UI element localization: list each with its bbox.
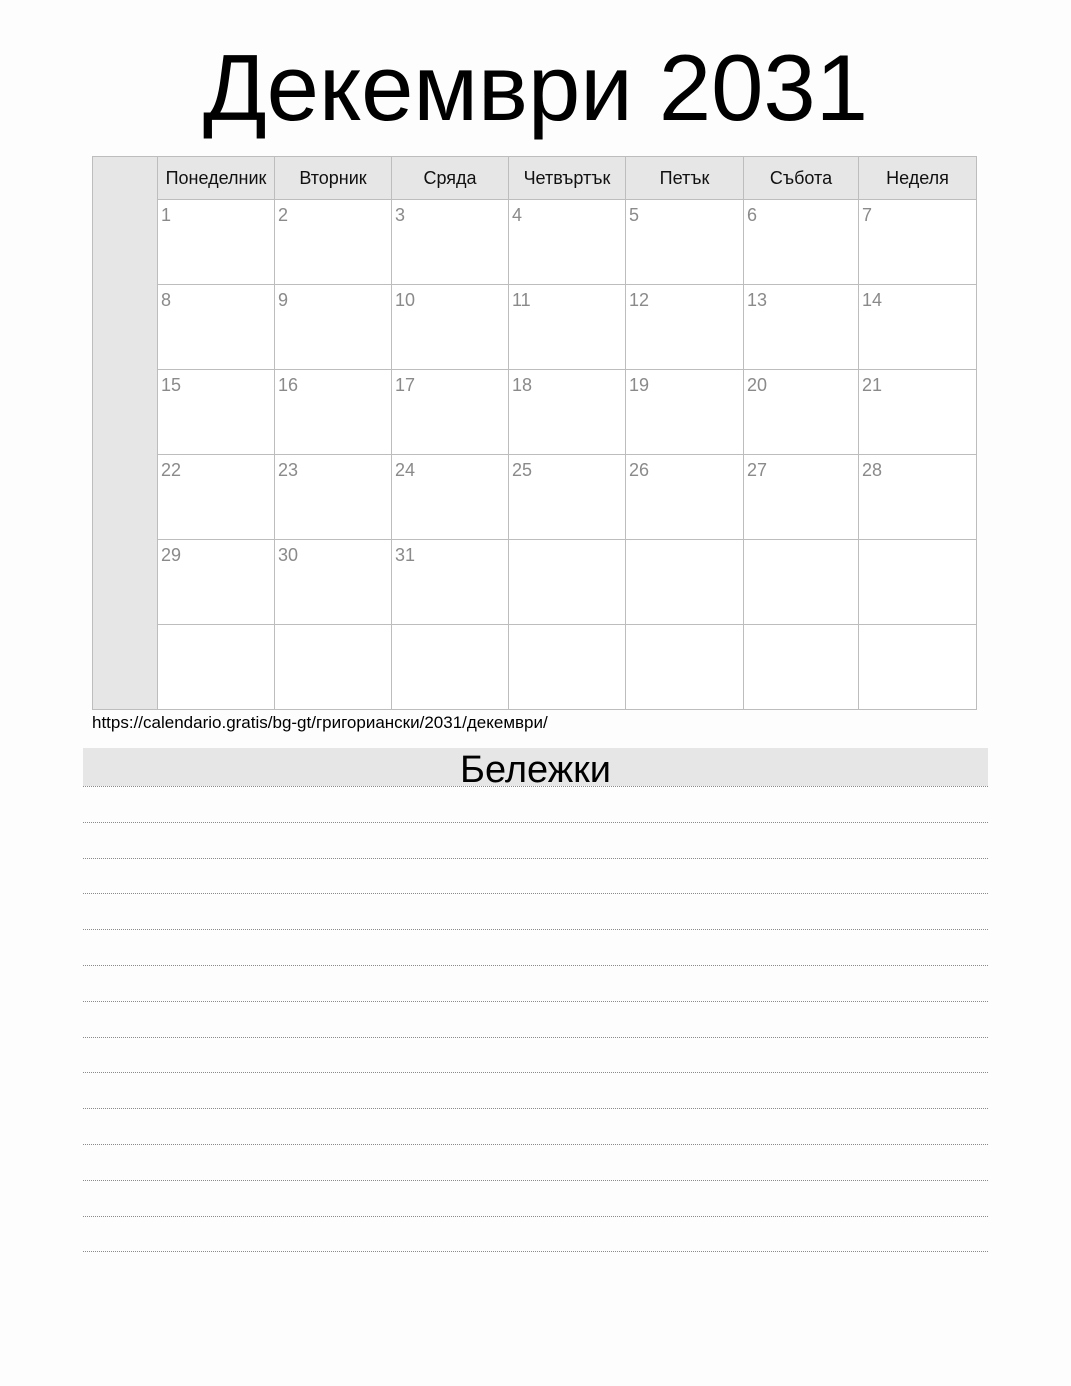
- day-cell[interactable]: [509, 200, 626, 284]
- day-cell[interactable]: [859, 455, 976, 539]
- weekday-header-cell: Понеделник: [158, 157, 275, 199]
- day-number: 4: [512, 205, 523, 225]
- day-number: 16: [278, 375, 299, 395]
- note-line: [83, 1251, 988, 1252]
- day-number: 22: [161, 460, 182, 480]
- day-cell[interactable]: [275, 455, 392, 539]
- day-cell[interactable]: [859, 200, 976, 284]
- week-row: [158, 455, 976, 540]
- note-line: [83, 822, 988, 823]
- day-cell[interactable]: [158, 285, 275, 369]
- note-line: [83, 929, 988, 930]
- weekday-header-cell: Четвъртък: [509, 157, 626, 199]
- day-cell[interactable]: [626, 540, 744, 624]
- day-cell[interactable]: [626, 625, 744, 709]
- day-cell[interactable]: [509, 540, 626, 624]
- day-number: 31: [395, 545, 416, 565]
- day-number: 6: [747, 205, 758, 225]
- calendar-grid: [92, 156, 977, 710]
- day-number: 30: [278, 545, 299, 565]
- day-number: 12: [629, 290, 650, 310]
- weekday-header: [158, 157, 976, 200]
- week-row: [158, 370, 976, 455]
- weekday-header-cell: Вторник: [275, 157, 392, 199]
- day-number: 13: [747, 290, 768, 310]
- day-number: 15: [161, 375, 182, 395]
- day-cell[interactable]: [859, 540, 976, 624]
- weekday-header-cell: Събота: [744, 157, 859, 199]
- week-number-column: [93, 157, 158, 709]
- note-line: [83, 893, 988, 894]
- day-number: 19: [629, 375, 650, 395]
- day-number: 25: [512, 460, 533, 480]
- day-number: 20: [747, 375, 768, 395]
- day-number: 7: [862, 205, 873, 225]
- day-number: 27: [747, 460, 768, 480]
- day-cell[interactable]: [158, 200, 275, 284]
- day-cell[interactable]: [859, 370, 976, 454]
- day-number: 29: [161, 545, 182, 565]
- day-number: 18: [512, 375, 533, 395]
- week-row: [158, 540, 976, 625]
- note-line: [83, 1144, 988, 1145]
- day-cell[interactable]: [509, 455, 626, 539]
- day-cell[interactable]: [626, 370, 744, 454]
- day-cell[interactable]: [626, 200, 744, 284]
- weekday-header-cell: Неделя: [886, 168, 949, 188]
- day-cell[interactable]: [509, 625, 626, 709]
- day-number: 9: [278, 290, 289, 310]
- day-cell[interactable]: [158, 625, 275, 709]
- day-cell[interactable]: [275, 625, 392, 709]
- day-number: 26: [629, 460, 650, 480]
- note-line: [83, 1180, 988, 1181]
- note-line: [83, 786, 988, 787]
- day-cell[interactable]: [392, 540, 509, 624]
- notes-title: Бележки: [83, 748, 988, 786]
- day-number: 17: [395, 375, 416, 395]
- day-number: 1: [161, 205, 172, 225]
- day-cell[interactable]: [859, 285, 976, 369]
- day-number: 28: [862, 460, 883, 480]
- day-cell[interactable]: [744, 370, 859, 454]
- day-number: 24: [395, 460, 416, 480]
- week-row: [158, 200, 976, 285]
- day-cell[interactable]: [158, 455, 275, 539]
- day-cell[interactable]: [392, 200, 509, 284]
- day-cell[interactable]: [744, 540, 859, 624]
- day-cell[interactable]: [275, 540, 392, 624]
- day-cell[interactable]: [392, 625, 509, 709]
- note-line: [83, 858, 988, 859]
- note-line: [83, 1108, 988, 1109]
- day-number: 14: [862, 290, 883, 310]
- weekday-header-cell: Петък: [626, 157, 744, 199]
- day-number: 23: [278, 460, 299, 480]
- day-cell[interactable]: [509, 285, 626, 369]
- day-cell[interactable]: [744, 455, 859, 539]
- day-cell[interactable]: [626, 455, 744, 539]
- day-cell[interactable]: [158, 370, 275, 454]
- day-cell[interactable]: [275, 370, 392, 454]
- day-cell[interactable]: [626, 285, 744, 369]
- page-title: Декември 2031: [203, 35, 868, 140]
- day-number: 21: [862, 375, 883, 395]
- day-cell[interactable]: [744, 285, 859, 369]
- note-line: [83, 1216, 988, 1217]
- day-cell[interactable]: [509, 370, 626, 454]
- day-number: 2: [278, 205, 289, 225]
- day-cell[interactable]: [158, 540, 275, 624]
- day-number: 5: [629, 205, 640, 225]
- week-row: [158, 625, 976, 709]
- note-line: [83, 1037, 988, 1038]
- weekday-header-cell: Сряда: [392, 157, 509, 199]
- day-cell[interactable]: [859, 625, 976, 709]
- calendar-days: [158, 200, 976, 709]
- note-line: [83, 965, 988, 966]
- day-number: 3: [395, 205, 406, 225]
- day-cell[interactable]: [392, 285, 509, 369]
- day-cell[interactable]: [392, 370, 509, 454]
- day-number: 11: [512, 290, 531, 310]
- note-line: [83, 1001, 988, 1002]
- week-row: [158, 285, 976, 370]
- day-number: 8: [161, 290, 172, 310]
- day-cell[interactable]: [392, 455, 509, 539]
- day-cell[interactable]: [744, 200, 859, 284]
- notes-lines: [83, 786, 988, 1287]
- day-number: 10: [395, 290, 416, 310]
- note-line: [83, 1072, 988, 1073]
- day-cell[interactable]: [275, 285, 392, 369]
- source-url[interactable]: https://calendario.gratis/bg-gt/григориански/2031/декември/: [92, 713, 548, 732]
- day-cell[interactable]: [744, 625, 859, 709]
- day-cell[interactable]: [275, 200, 392, 284]
